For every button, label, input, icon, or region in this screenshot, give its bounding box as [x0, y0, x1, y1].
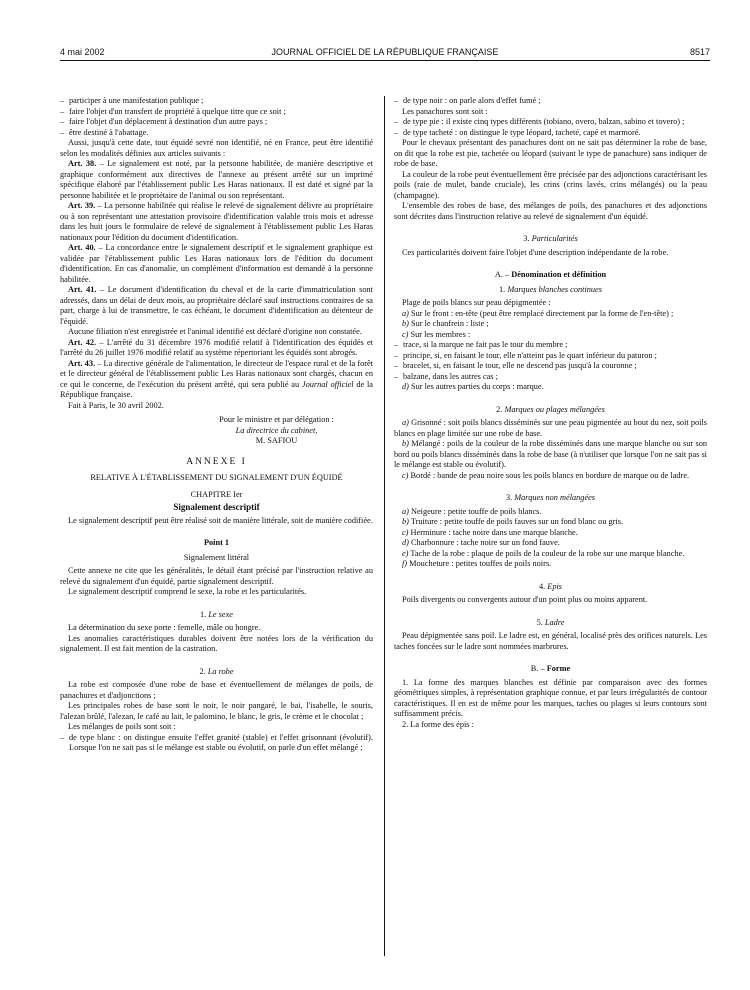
paragraph-aucune: Aucune filiation n'est enregistrée et l'animal identifié est déclaré d'origine non constatée. — [68, 327, 362, 336]
header-journal-title: JOURNAL OFFICIEL DE LA RÉPUBLIQUE FRANÇAISE — [271, 47, 499, 57]
article-40 — [60, 243, 373, 285]
list-item — [394, 439, 707, 471]
list-item — [394, 382, 707, 393]
heading-number: 5. — [536, 617, 545, 627]
heading-particularites — [394, 234, 707, 245]
heading-epis — [394, 582, 707, 593]
paragraph: Les principales robes de base sont le noir, le noir pangaré, le bai, l'isabelle, le souris, l'alezan brûlé, l'alezan, le café au lait, le palomino, le blanc, le gris, le crème et le chocolat ; — [60, 701, 373, 721]
article-text: – Le signalement est noté, par la personne habilitée, de manière descriptive et graphique conformément aux directives de l'annexe au présent arrêté sur un imprimé spécifique élaboré par l'établissement public Les Haras nationaux. Il est daté et signé par la personne habilitée et le propriétaire de l'animal ou son représentant. — [60, 159, 373, 200]
list-item — [394, 549, 707, 560]
heading-number: 4. — [538, 581, 548, 591]
item-letter: e) — [402, 548, 409, 558]
paragraph: La couleur de la robe peut éventuellement être précisée par des adjonctions caractérisant les poils (raie de mulet, bande cruciale), les crins (crins lavés, crins mélangés) ou la peau (champagne). — [394, 169, 707, 200]
column-divider — [384, 96, 385, 956]
heading-text: La robe — [207, 666, 234, 676]
paragraph: Les panachures sont soit : — [402, 106, 488, 116]
right-column — [394, 96, 707, 730]
article-number: Art. 38. — [68, 159, 97, 168]
fait-a-paris: Fait à Paris, le 30 avril 2002. — [68, 400, 164, 410]
item-letter: c) — [402, 527, 409, 537]
heading-number: 3. — [505, 493, 515, 502]
heading-number: 1. — [200, 609, 209, 619]
list-item — [394, 559, 707, 570]
paragraph: Les anomalies caractéristiques durables doivent être notées lors de la vérification du signalement. Il est fait mention de la castration. — [60, 633, 373, 653]
heading-number: 2. — [496, 404, 505, 414]
item-letter: a) — [402, 506, 409, 516]
paragraph: Les mélanges de poils sont soit : — [68, 722, 176, 731]
page-header — [60, 47, 710, 61]
list-item: – bracelet, si, en faisant le tour, elle ne descend pas jusqu'à la couronne ; — [394, 361, 707, 372]
list-item: – de type noir : on parle alors d'effet fumé ; — [394, 96, 707, 107]
list-item — [394, 517, 707, 528]
heading-marques-non-melangees — [394, 493, 707, 504]
article-41 — [60, 285, 373, 327]
heading-text: Epis — [547, 581, 563, 591]
heading-number: 1. — [499, 284, 508, 294]
journal-officiel-ref: Journal officiel — [301, 379, 354, 389]
paragraph: La robe est composée d'une robe de base et éventuellement de mélanges de poils, de panachures et d'adjonctions ; — [60, 680, 373, 700]
paragraph: 2. La forme des épis : — [402, 719, 474, 729]
heading-number: B. – — [530, 664, 547, 673]
article-number: Art. 43. — [68, 358, 96, 368]
heading-number: 2. — [199, 666, 208, 676]
list-item — [394, 507, 707, 518]
item-letter: c) — [402, 329, 409, 339]
list-item — [394, 528, 707, 539]
heading-text: Ladre — [544, 617, 565, 627]
paragraph: La détermination du sexe porte : femelle, mâle ou hongre. — [68, 623, 261, 632]
article-text: – La directive générale de l'alimentation, le directeur de l'espace rural et de la forêt et le directeur général de l'établissement public Les Haras nationaux sont chargés, chacun en ce qui le concerne, de l'exécution du présent arrêté, qui sera publié au — [60, 358, 373, 389]
paragraph: Le signalement descriptif comprend le sexe, la robe et les particularités. — [68, 587, 307, 596]
article-43 — [60, 359, 373, 401]
article-39 — [60, 201, 373, 243]
list-item: – de type pie : il existe cinq types différents (tobiano, overo, balzan, sabino et tovero) ; — [394, 117, 707, 128]
paragraph: Ces particularités doivent faire l'objet d'une description indépendante de la robe. — [402, 247, 669, 257]
paragraph: Le signalement descriptif peut être réalisé soit de manière littérale, soit de manière codifiée. — [68, 515, 373, 525]
list-item — [394, 471, 707, 482]
heading-robe — [60, 667, 373, 678]
heading-text: Marques ou plages mélangées — [504, 404, 605, 414]
section-title: Signalement descriptif — [173, 502, 260, 512]
header-date: 4 mai 2002 — [60, 47, 105, 57]
article-text: – Le document d'identification du cheval et de la carte d'immatriculation sont adressés, dans un délai de deux mois, au propriétaire déclaré sauf instructions contraires de sa part, charge à lui de transmettre, le cas échéant, le document d'identification au détenteur de l'équidé. — [60, 285, 373, 326]
item-letter: b) — [402, 319, 409, 328]
list-item — [394, 319, 707, 330]
paragraph: Peau dépigmentée sans poil. Le ladre est, en général, localisé près des orifices naturels. Les taches foncées sur le ladre sont nommées marbrures. — [394, 631, 707, 651]
item-text: Moucheture : petites touffes de poils noirs. — [407, 559, 552, 568]
heading-number: A. – — [494, 270, 512, 279]
list-item: – participer à une manifestation publique ; — [60, 96, 373, 107]
paragraph: Pour le chevaux présentant des panachures dont on ne sait pas déterminer la robe de base, on dit que la robe est pie, tachetée ou léopard (suivant le type de panachure) sans indiquer de robe de base. — [394, 138, 707, 168]
item-text: Sur le front : en-tête (peut être remplacé directement par la forme de l'en-tête) ; — [408, 308, 674, 318]
point-title: Point 1 — [203, 538, 230, 547]
item-letter: c) — [402, 470, 409, 480]
item-letter: a) — [402, 308, 409, 318]
paragraph: L'ensemble des robes de base, des mélanges de poils, des panachures et des adjonctions sont décrites dans l'instruction relative au relevé de signalement d'un équidé. — [394, 201, 707, 221]
paragraph: Plage de poils blancs sur peau dépigmentée : — [402, 298, 551, 307]
item-letter: d) — [402, 538, 409, 547]
header-page-number: 8517 — [689, 47, 710, 57]
heading-number: 3. — [523, 234, 532, 243]
item-text: Neigeure : petite touffe de poils blancs. — [408, 506, 542, 516]
article-number: Art. 39. — [68, 201, 96, 210]
article-text: de la République française. — [60, 379, 373, 399]
item-text: Grisonné : soit poils blancs disséminés sur une peau pigmentée au bout du nez, soit poils blancs en plage limitée sur une robe de base. — [394, 418, 707, 438]
item-text: Sur le chanfrein : liste ; — [408, 319, 489, 328]
list-item: – faire l'objet d'un déplacement à destination d'un autre pays ; — [60, 117, 373, 128]
header-rule — [60, 60, 710, 61]
article-text: – L'arrêté du 31 décembre 1976 modifié relatif à l'identification des équidés et l'arrêté du 26 juillet 1976 modifié relatif au système répertoriant les équidés sont abrogés. — [60, 337, 373, 357]
item-letter: d) — [402, 382, 409, 391]
list-item: – principe, si, en faisant le tour, elle n'atteint pas le quart inférieur du paturon ; — [394, 351, 707, 362]
heading-sexe — [60, 610, 373, 621]
list-item — [394, 330, 707, 341]
chapter-title: CHAPITRE Ier — [190, 489, 243, 499]
left-column — [60, 96, 373, 754]
paragraph-aussi: Aussi, jusqu'à cette date, tout équidé sevré non identifié, né en France, peut être identifié selon les modalités définies aux articles suivants : — [60, 138, 373, 158]
list-item — [394, 309, 707, 320]
list-item: – faire l'objet d'un transfert de propriété à quelque titre que ce soit ; — [60, 107, 373, 118]
list-item — [394, 538, 707, 549]
heading-text: Marques blanches continues — [507, 284, 602, 294]
subsection-title: Signalement littéral — [183, 552, 250, 562]
heading-text: Forme — [546, 664, 571, 673]
item-letter: b) — [402, 439, 409, 448]
paragraph: Cette annexe ne cite que les généralités, le détail étant précisé par l'instruction relative au relevé du signalement d'un équidé, partie signalement descriptif. — [60, 566, 373, 586]
article-number: Art. 42. — [68, 337, 97, 347]
heading-text: Le sexe — [208, 609, 233, 619]
item-text: Sur les membres : — [408, 329, 471, 339]
annexe-subtitle: RELATIVE À L'ÉTABLISSEMENT DU SIGNALEMENT D'UN ÉQUIDÉ — [90, 473, 343, 482]
item-text: Charbonnure : tache noire sur un fond fauve. — [408, 538, 560, 547]
item-letter: a) — [402, 418, 409, 427]
item-text: Herminure : tache noire dans une marque blanche. — [408, 527, 578, 537]
article-text: – La personne habilitée qui réalise le relevé de signalement délivre au propriétaire ou à son représentant une attestation provisoire d'identification valable trois mois et adresse dans les huit jours le formulaire de relevé de signalement à l'établissement public Les Haras nationaux pour l'édition du document d'identification. — [60, 201, 373, 242]
item-text: Bordé : bande de peau noire sous les poils blancs en bordure de marque ou de ladre. — [408, 470, 690, 480]
list-item — [394, 418, 707, 439]
list-item: – de type tacheté : on distingue le type léopard, tacheté, capé et marmoré. — [394, 128, 707, 139]
list-item: – être destiné à l'abattage. — [60, 128, 373, 139]
annexe-title: ANNEXE I — [186, 456, 247, 467]
signature-name: M. SAFIOU — [255, 436, 298, 445]
heading-marques-melangees — [394, 405, 707, 416]
heading-text: Dénomination et définition — [511, 270, 607, 279]
heading-ladre — [394, 618, 707, 629]
item-text: Sur les autres parties du corps : marque. — [408, 382, 544, 391]
heading-marques-blanches — [394, 285, 707, 296]
paragraph: Poils divergents ou convergents autour d'un point plus ou moins apparent. — [402, 595, 648, 604]
heading-denomination — [394, 270, 707, 281]
article-number: Art. 40. — [68, 243, 96, 252]
heading-text: Particularités — [531, 234, 578, 243]
item-text: Tache de la robe : plaque de poils de la couleur de la robe sur une marque blanche. — [408, 548, 685, 558]
article-text: – La concordance entre le signalement descriptif et le signalement graphique est validée par l'établissement public Les Haras nationaux lors de l'édition du document d'identification. En cas d'anomalie, un complément d'information est demandé à la personne habilitée. — [60, 243, 373, 284]
signature-line-2: La directrice du cabinet, — [235, 425, 318, 435]
item-text: Truiture : petite touffe de poils fauves sur un fond blanc ou gris. — [408, 517, 624, 526]
article-number: Art. 41. — [68, 285, 97, 294]
item-text: Mélangé : poils de la couleur de la robe disséminés dans une marque blanche ou sur son bord ou poils blancs disséminés dans la robe de base (à n'utiliser que lorsque l'on ne sait pas si le mélange est stable ou évolutif). — [394, 439, 707, 469]
heading-forme — [394, 664, 707, 675]
article-38 — [60, 159, 373, 201]
article-42 — [60, 338, 373, 359]
heading-text: Marques non mélangées — [514, 493, 596, 502]
item-letter: f) — [402, 559, 408, 568]
list-item: – trace, si la marque ne fait pas le tour du membre ; — [394, 340, 707, 351]
item-letter: b) — [402, 517, 409, 526]
list-item: – balzane, dans les autres cas ; — [394, 372, 707, 383]
paragraph: 1. La forme des marques blanches est définie par comparaison avec des formes géométriques simples, à représentation graphique connue, et par leurs irrégularités de contour caractéristiques. Il en est de même pour les marques, taches ou plages si leurs contours sont suffisamment précis. — [394, 677, 707, 718]
signature-line-1: Pour le ministre et par délégation : — [219, 415, 334, 424]
list-item: – de type blanc : on distingue ensuite l'effet granité (stable) et l'effet grisonnant (évolutif). Lorsque l'on ne sait pas si le mélange est stable ou évolutif, on parle d'un effet mélangé ; — [60, 733, 373, 754]
